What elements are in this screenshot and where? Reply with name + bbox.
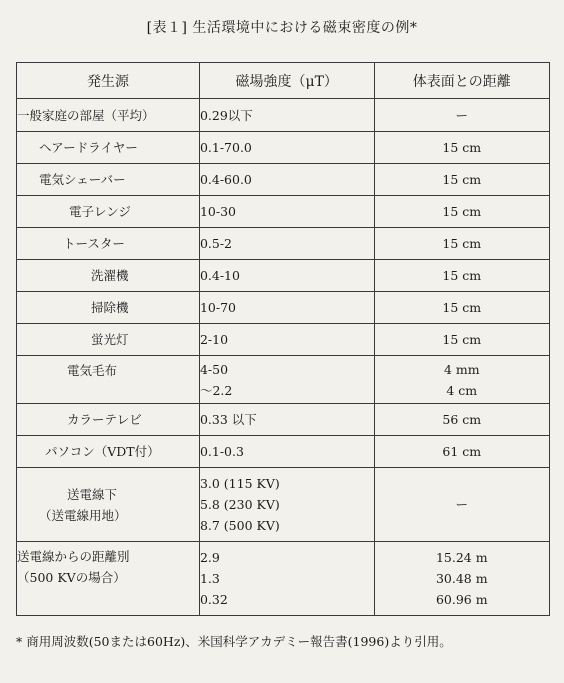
- magnetic-value: 0.5-2: [199, 236, 232, 251]
- table-row: [17, 228, 550, 260]
- distance-value: 56 cm: [442, 412, 482, 427]
- distance-value: ー: [455, 497, 469, 512]
- magnetic-value: 0.1-0.3: [199, 444, 244, 459]
- distance-value: 15 cm: [442, 204, 482, 219]
- table-row: [17, 132, 550, 164]
- magnetic-value: 5.8 (230 KV): [199, 497, 280, 512]
- cell-source: [17, 196, 200, 228]
- table-row: [17, 356, 550, 404]
- magnetic-value: 8.7 (500 KV): [199, 518, 280, 533]
- magnetic-value: 10-70: [199, 300, 236, 315]
- distance-value: 60.96 m: [435, 592, 488, 607]
- source-text: 送電線からの距離別: [17, 549, 130, 564]
- magnetic-value: 0.1-70.0: [199, 140, 252, 155]
- table-row: [17, 164, 550, 196]
- distance-value: 61 cm: [442, 444, 482, 459]
- source-text: 電気シェーバー: [39, 172, 126, 187]
- distance-value: 15 cm: [442, 140, 482, 155]
- distance-value: ー: [455, 107, 469, 123]
- magnetic-value: ～2.2: [199, 382, 233, 398]
- magnetic-value: 4-50: [199, 361, 229, 377]
- cell-magnetic: [199, 292, 374, 324]
- header-magnetic-strength: 磁場強度（μT）: [199, 63, 374, 99]
- table-caption: [表１] 生活環境中における磁束密度の例*: [146, 20, 418, 36]
- source-text: 電子レンジ: [69, 204, 131, 219]
- cell-distance: [374, 99, 549, 132]
- cell-magnetic: [199, 542, 374, 616]
- source-text: （500 KVの場合）: [17, 570, 126, 585]
- table-row: [17, 99, 550, 132]
- source-text: 洗濯機: [91, 268, 129, 283]
- magnetic-value: 0.32: [199, 592, 228, 607]
- distance-value: 15 cm: [442, 236, 482, 251]
- cell-distance: [374, 228, 549, 260]
- cell-source: [17, 260, 200, 292]
- magnetic-value: 0.4-60.0: [199, 172, 252, 187]
- header-distance: 体表面との距離: [374, 63, 549, 99]
- distance-value: 30.48 m: [435, 571, 488, 586]
- cell-magnetic: [199, 404, 374, 436]
- cell-distance: [374, 468, 549, 542]
- cell-source: [17, 292, 200, 324]
- source-text: （送電線用地）: [39, 507, 127, 523]
- source-text: 蛍光灯: [91, 332, 129, 347]
- cell-source: [17, 164, 200, 196]
- source-text: 電気毛布: [67, 363, 118, 378]
- cell-magnetic: [199, 260, 374, 292]
- distance-value: 4 mm: [443, 361, 480, 377]
- table-row: [17, 196, 550, 228]
- source-text: トースター: [63, 236, 125, 251]
- magnetic-value: 0.29以下: [199, 107, 253, 123]
- magnetic-value: 2-10: [199, 332, 229, 347]
- cell-magnetic: [199, 356, 374, 404]
- cell-distance: [374, 196, 549, 228]
- cell-source: [17, 228, 200, 260]
- source-text: 一般家庭の部屋（平均）: [17, 107, 155, 123]
- magnetic-value: 0.4-10: [199, 268, 240, 283]
- cell-magnetic: [199, 164, 374, 196]
- table-row: [17, 292, 550, 324]
- source-text: カラーテレビ: [67, 412, 142, 427]
- cell-distance: [374, 324, 549, 356]
- distance-value: 15.24 m: [435, 550, 488, 565]
- cell-source: [17, 132, 200, 164]
- cell-distance: [374, 356, 549, 404]
- cell-distance: [374, 404, 549, 436]
- cell-magnetic: [199, 324, 374, 356]
- cell-source: [17, 436, 200, 468]
- cell-distance: [374, 542, 549, 616]
- cell-source: [17, 404, 200, 436]
- cell-magnetic: [199, 228, 374, 260]
- table-row: [17, 324, 550, 356]
- table-row: [17, 404, 550, 436]
- source-text: 掃除機: [91, 300, 129, 315]
- table-header-row: [17, 63, 550, 99]
- cell-distance: [374, 164, 549, 196]
- cell-distance: [374, 260, 549, 292]
- cell-magnetic: [199, 436, 374, 468]
- magnetic-value: 2.9: [199, 550, 220, 565]
- cell-source: [17, 99, 200, 132]
- cell-magnetic: [199, 196, 374, 228]
- source-text: 送電線下: [67, 486, 118, 502]
- distance-value: 15 cm: [442, 332, 482, 347]
- source-text: ヘアードライヤー: [39, 140, 138, 155]
- cell-magnetic: [199, 132, 374, 164]
- magnetic-field-table: [16, 62, 550, 616]
- cell-distance: [374, 132, 549, 164]
- distance-value: 4 cm: [446, 382, 478, 398]
- cell-source: [17, 542, 200, 616]
- footnote: * 商用周波数(50または60Hz)、米国科学アカデミー報告書(1996)より引用。: [16, 634, 452, 649]
- table-row: [17, 542, 550, 616]
- cell-distance: [374, 436, 549, 468]
- distance-value: 15 cm: [442, 300, 482, 315]
- table-row: [17, 436, 550, 468]
- table-row: [17, 468, 550, 542]
- distance-value: 15 cm: [442, 268, 482, 283]
- cell-magnetic: [199, 99, 374, 132]
- magnetic-value: 3.0 (115 KV): [199, 476, 280, 491]
- magnetic-value: 0.33 以下: [199, 412, 257, 427]
- cell-source: [17, 324, 200, 356]
- cell-source: [17, 468, 200, 542]
- source-text: パソコン（VDT付）: [45, 444, 160, 459]
- cell-source: [17, 356, 200, 404]
- magnetic-value: 10-30: [199, 204, 236, 219]
- magnetic-value: 1.3: [199, 571, 220, 586]
- table-row: [17, 260, 550, 292]
- header-source: 発生源: [17, 63, 200, 99]
- distance-value: 15 cm: [442, 172, 482, 187]
- cell-magnetic: [199, 468, 374, 542]
- cell-distance: [374, 292, 549, 324]
